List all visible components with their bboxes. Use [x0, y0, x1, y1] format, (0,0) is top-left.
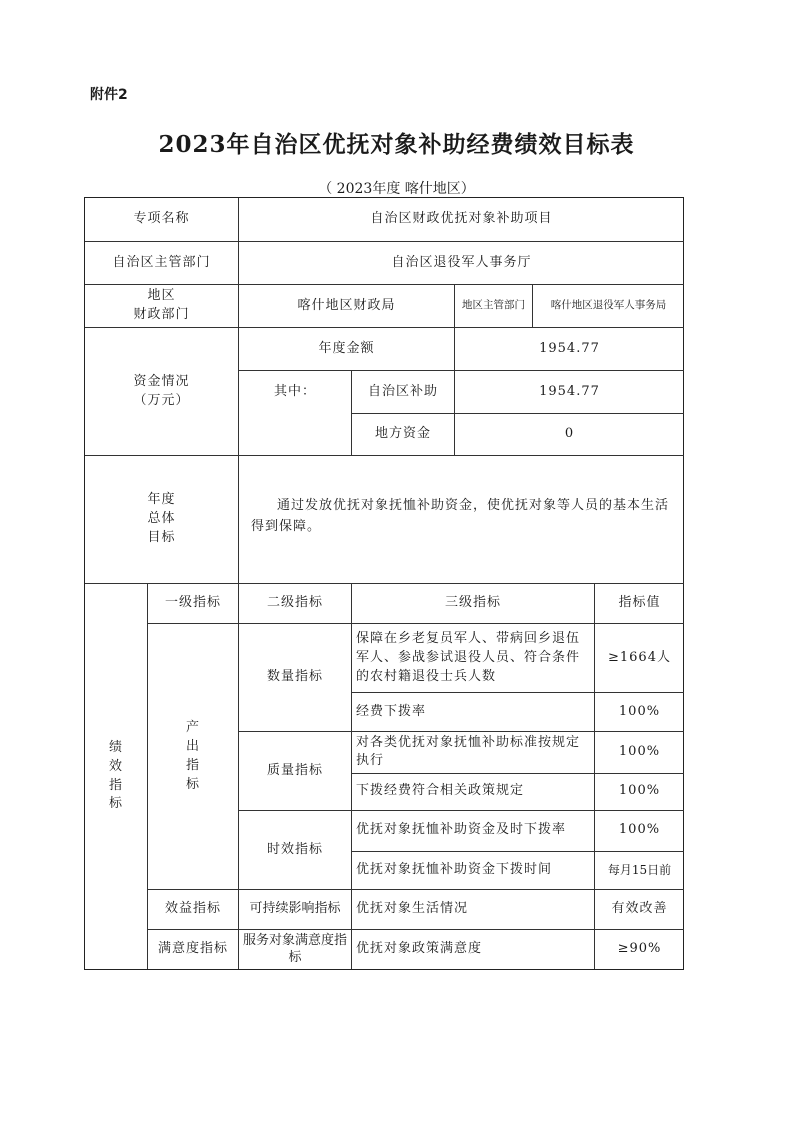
indicators-side-label — [85, 584, 148, 969]
header-level3: 三级指标 — [352, 584, 595, 624]
goal-text: 通过发放优抚对象抚恤补助资金，使优抚对象等人员的基本生活得到保障。 — [251, 498, 670, 534]
satisfaction-level2: 服务对象满意度指标 — [239, 930, 352, 969]
side-char-2: 效 — [108, 758, 123, 774]
local-finance-value: 喀什地区财政局 — [239, 285, 455, 328]
project-name-label: 专项名称 — [85, 198, 239, 242]
timeliness-indicator-label: 时效指标 — [239, 811, 352, 890]
header-level1: 一级指标 — [148, 584, 239, 624]
side-char-1: 绩 — [108, 739, 123, 755]
goal-label-line2: 总体 — [147, 511, 176, 527]
region-subsidy-label: 自治区补助 — [352, 371, 455, 414]
dept-label: 自治区主管部门 — [85, 242, 239, 285]
quality-row-1-value: 100% — [595, 732, 684, 773]
goal-label-line1: 年度 — [147, 492, 176, 508]
side-char-3: 指 — [108, 777, 123, 793]
quantity-indicator-label: 数量指标 — [239, 624, 352, 732]
annual-amount-label: 年度金额 — [239, 328, 455, 371]
local-dept-value: 喀什地区退役军人事务局 — [533, 285, 684, 328]
local-funds-value: 0 — [455, 414, 684, 456]
goal-label-line3: 目标 — [147, 529, 176, 545]
output-char-2: 出 — [185, 738, 200, 754]
quantity-row-1-value: ≥1664人 — [595, 624, 684, 693]
timeliness-row-2-value: 每月15日前 — [595, 852, 684, 890]
region-subsidy-value: 1954.77 — [455, 371, 684, 414]
local-funds-label: 地方资金 — [352, 414, 455, 456]
annual-goal-text — [239, 456, 684, 584]
quantity-row-2-text: 经费下拨率 — [352, 693, 595, 732]
benefit-value: 有效改善 — [595, 890, 684, 930]
quality-row-2-text: 下拨经费符合相关政策规定 — [352, 774, 595, 812]
header-value: 指标值 — [595, 584, 684, 624]
output-char-1: 产 — [185, 719, 200, 735]
output-indicator-label — [148, 624, 239, 890]
timeliness-row-1-value: 100% — [595, 811, 684, 851]
annual-goal-label — [85, 456, 239, 584]
quality-row-2-value: 100% — [595, 774, 684, 812]
annual-amount-value: 1954.77 — [455, 328, 684, 371]
satisfaction-text: 优抚对象政策满意度 — [352, 930, 595, 969]
dept-value: 自治区退役军人事务厅 — [239, 242, 684, 285]
quality-indicator-label: 质量指标 — [239, 732, 352, 811]
performance-table — [84, 197, 684, 970]
quantity-row-1-text: 保障在乡老复员军人、带病回乡退伍军人、参战参试退役人员、符合条件的农村籍退役士兵人数 — [352, 624, 595, 693]
timeliness-row-1-text: 优抚对象抚恤补助资金及时下拨率 — [352, 811, 595, 851]
of-which-label: 其中： — [239, 371, 352, 456]
satisfaction-level1: 满意度指标 — [148, 930, 239, 969]
local-dept-label: 地区主管部门 — [455, 285, 533, 328]
satisfaction-value: ≥90% — [617, 941, 662, 957]
page-subtitle: （ 2023年度 喀什地区） — [318, 181, 475, 197]
local-finance-label-line1: 地区 — [147, 288, 176, 304]
benefit-text: 优抚对象生活情况 — [352, 890, 595, 930]
header-level2: 二级指标 — [239, 584, 352, 624]
quantity-row-2-value: 100% — [595, 693, 684, 732]
project-name-value: 自治区财政优抚对象补助项目 — [239, 198, 684, 242]
funds-label-line2: （万元） — [133, 392, 190, 408]
output-char-4: 标 — [185, 776, 200, 792]
funds-label — [85, 328, 239, 456]
attachment-label: 附件2 — [90, 87, 128, 103]
benefit-level1: 效益指标 — [148, 890, 239, 930]
local-finance-label — [85, 285, 239, 328]
side-char-4: 标 — [108, 796, 123, 812]
quality-row-1-text: 对各类优抚对象抚恤补助标准按规定执行 — [352, 732, 595, 773]
output-char-3: 指 — [185, 757, 200, 773]
timeliness-row-2-text: 优抚对象抚恤补助资金下拨时间 — [352, 852, 595, 890]
benefit-level2: 可持续影响指标 — [239, 890, 352, 930]
funds-label-line1: 资金情况 — [133, 373, 190, 389]
page-title: 2023年自治区优抚对象补助经费绩效目标表 — [158, 131, 635, 158]
local-finance-label-line2: 财政部门 — [133, 307, 190, 322]
